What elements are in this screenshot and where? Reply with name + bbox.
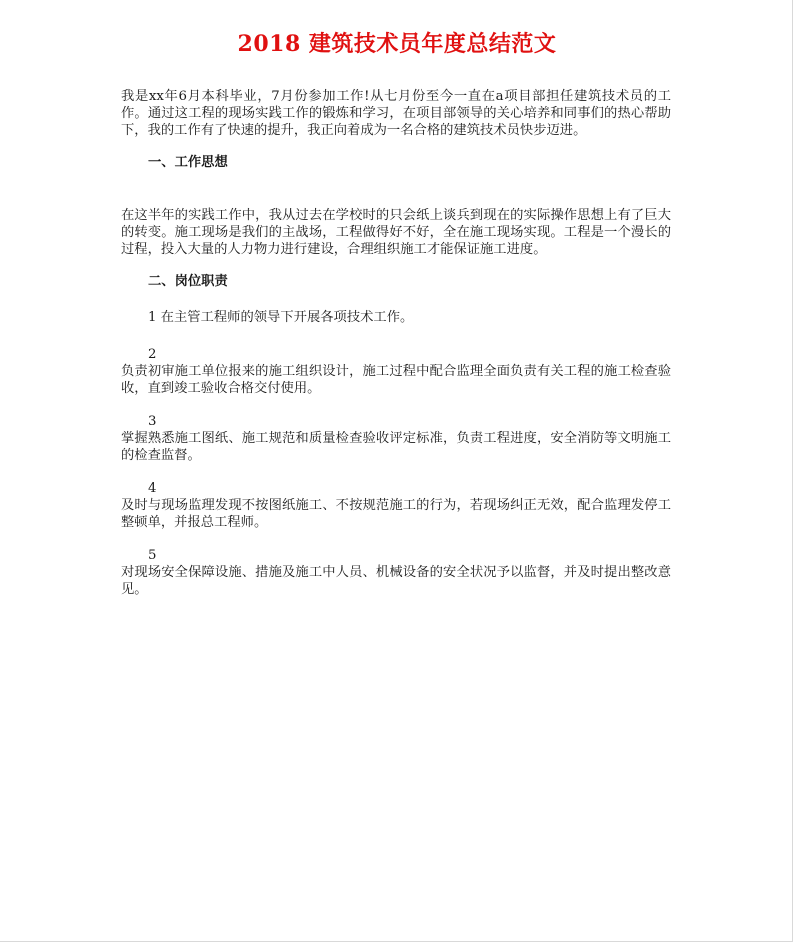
duty-text-5: 对现场安全保障设施、措施及施工中人员、机械设备的安全状况予以监督，并及时提出整改意见。 — [121, 565, 671, 597]
document-title: 2018 建筑技术员年度总结范文 — [237, 31, 557, 57]
intro-paragraph: 我是xx年6月本科毕业，7月份参加工作!从七月份至今一直在a项目部担任建筑技术员的工作。通过这工程的现场实践工作的锻炼和学习，在项目部领导的关心培养和同事们的热心帮助下，我的工作有了快速的提升，我正向着成为一名合格的建筑技术员快步迈进。 — [121, 89, 671, 138]
section-heading-work-thought: 一、工作思想 — [148, 155, 228, 170]
work-thought-paragraph: 在这半年的实践工作中，我从过去在学校时的只会纸上谈兵到现在的实际操作思想上有了巨大的转变。施工现场是我们的主战场，工程做得好不好，全在施工现场实现。工程是一个漫长的过程，投入大量的人力物力进行建设，合理组织施工才能保证施工进度。 — [121, 208, 671, 257]
duty-number-5: 5 — [148, 548, 157, 563]
document-body — [121, 88, 671, 598]
section-heading-job-duties: 二、岗位职责 — [148, 274, 228, 289]
duty-text-4: 及时与现场监理发现不按图纸施工、不按规范施工的行为，若现场纠正无效，配合监理发停工整顿单，并报总工程师。 — [121, 498, 671, 530]
duty-item-1: 1 在主管工程师的领导下开展各项技术工作。 — [148, 310, 414, 325]
duty-number-4: 4 — [148, 481, 157, 496]
duty-number-3: 3 — [148, 414, 157, 429]
duty-text-2: 负责初审施工单位报来的施工组织设计，施工过程中配合监理全面负责有关工程的施工检查验收，直到竣工验收合格交付使用。 — [121, 364, 671, 396]
duty-number-2: 2 — [148, 347, 157, 362]
duty-text-3: 掌握熟悉施工图纸、施工规范和质量检查验收评定标准，负责工程进度，安全消防等文明施工的检查监督。 — [121, 431, 671, 463]
